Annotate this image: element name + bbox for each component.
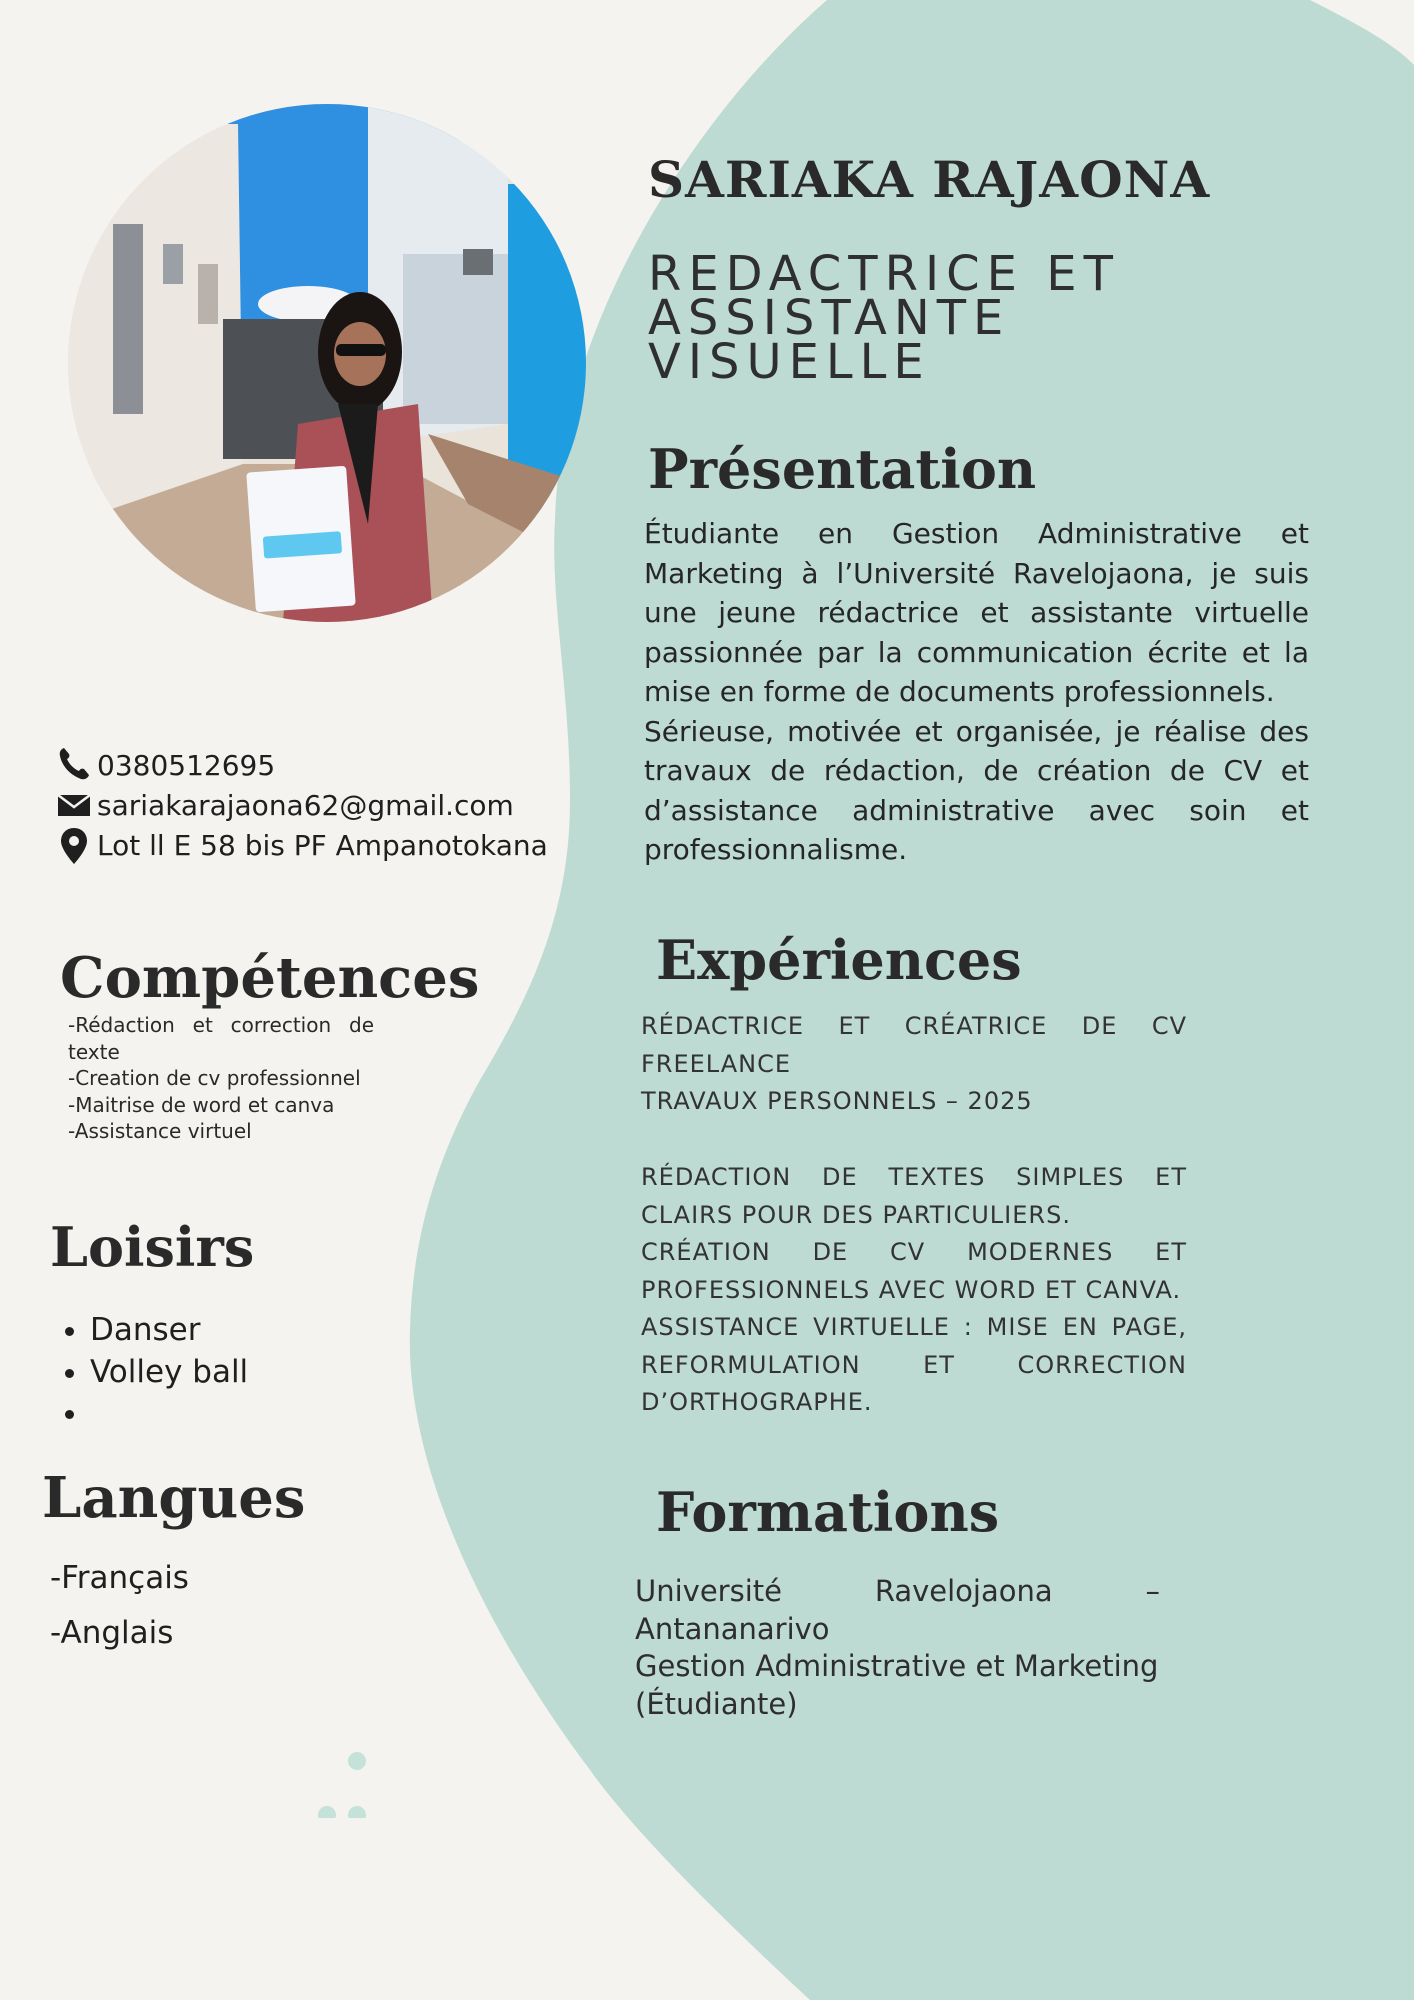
presentation-text — [644, 514, 1309, 870]
presentation-heading: Présentation — [648, 437, 1037, 501]
candidate-name: SARIAKA RAJAONA — [648, 150, 1211, 209]
experience-task: RÉDACTION DE TEXTES SIMPLES ET CLAIRS POUR DES PARTICULIERS. — [641, 1163, 1187, 1229]
formation-program: Gestion Administrative et Marketing — [635, 1649, 1159, 1683]
competence-item: -Rédaction et correction de texte — [68, 1013, 374, 1064]
contact-phone — [56, 746, 576, 786]
job-role-line: VISUELLE — [648, 334, 931, 390]
formations-heading: Formations — [656, 1480, 1000, 1544]
competences-heading: Compétences — [60, 945, 480, 1011]
langue-item: -Anglais — [50, 1615, 174, 1651]
job-role-line: ASSISTANTE — [648, 290, 1011, 346]
job-role-line: REDACTRICE ET — [648, 246, 1120, 302]
experience-context: TRAVAUX PERSONNELS – 2025 — [641, 1087, 1033, 1115]
experience-header — [641, 1008, 1187, 1121]
formation-school: Université Ravelojaona – Antananarivo — [635, 1574, 1160, 1646]
experiences-heading: Expériences — [656, 928, 1022, 992]
envelope-icon — [56, 786, 92, 822]
loisir-item: • Volley ball — [90, 1352, 248, 1394]
job-role — [648, 246, 1348, 390]
experience-tasks — [641, 1159, 1187, 1422]
langues-heading: Langues — [42, 1465, 306, 1531]
experience-job-title: RÉDACTRICE ET CRÉATRICE DE CV FREELANCE — [641, 1012, 1187, 1078]
loisir-item — [90, 1393, 248, 1435]
formation-details — [635, 1573, 1160, 1723]
experience-task: ASSISTANCE VIRTUELLE : MISE EN PAGE, REFORMULATION ET CORRECTION D’ORTHOGRAPHE. — [641, 1313, 1187, 1416]
phone-icon — [56, 746, 92, 782]
competence-item: -Creation de cv professionnel — [68, 1066, 361, 1090]
competences-list — [68, 1012, 374, 1145]
map-pin-icon — [56, 826, 92, 866]
langue-item: -Français — [50, 1560, 189, 1596]
loisir-item: • Danser — [90, 1310, 248, 1352]
loisirs-list — [58, 1310, 248, 1435]
competence-item: -Maitrise de word et canva — [68, 1092, 335, 1117]
contact-email — [56, 786, 576, 826]
presentation-paragraph: Sérieuse, motivée et organisée, je réalise des travaux de rédaction, de création de CV et d’assistance administrative avec soin et professionnalisme. — [644, 714, 1309, 866]
presentation-paragraph: Étudiante en Gestion Administrative et Marketing à l’Université Ravelojaona, je suis une jeune rédactrice et assistante virtuelle passionnée par la communication écrite et la mise en forme de documents professionnels. — [644, 517, 1309, 708]
formation-status: (Étudiante) — [635, 1686, 798, 1721]
decorative-dots — [310, 1748, 370, 1818]
competence-item: -Assistance virtuel — [68, 1119, 252, 1143]
profile-photo-illustration — [68, 104, 586, 622]
profile-photo — [68, 104, 586, 622]
contact-address — [56, 826, 576, 866]
loisirs-heading: Loisirs — [50, 1215, 255, 1279]
experience-task: CRÉATION DE CV MODERNES ET PROFESSIONNELS AVEC WORD ET CANVA. — [641, 1238, 1187, 1304]
postal-address: Lot ll E 58 bis PF Ampanotokana — [97, 829, 548, 862]
phone-number: 0380512695 — [97, 749, 276, 782]
email-address: sariakarajaona62@gmail.com — [97, 789, 514, 822]
